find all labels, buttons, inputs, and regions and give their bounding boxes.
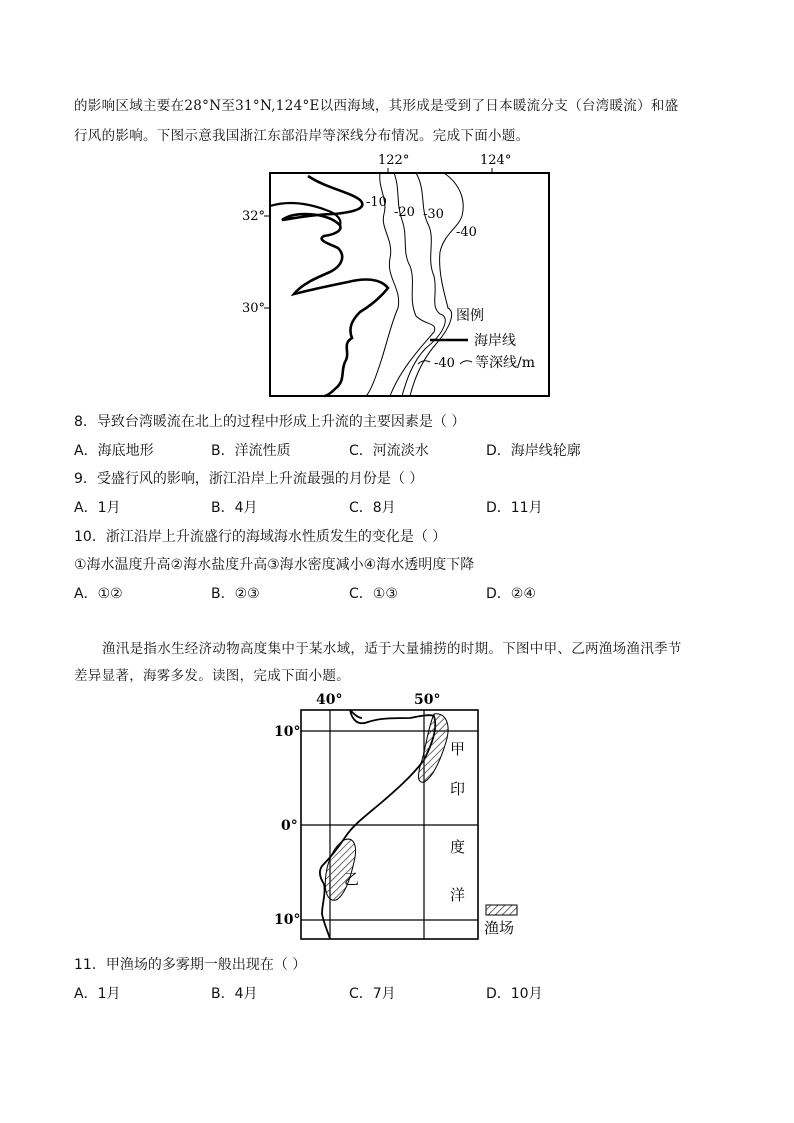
- q8-option-d[interactable]: D．海岸线轮廓: [486, 443, 581, 459]
- legend-coast-label: 海岸线: [474, 333, 516, 349]
- q9-option-b[interactable]: B．4月: [211, 500, 258, 516]
- q9-stem: 9．受盛行风的影响，浙江沿岸上升流最强的月份是（ ）: [74, 471, 424, 487]
- passage1-line1: 的影响区域主要在28°N至31°N,124°E以西海域，其形成是受到了日本暖流分支（台湾暖流）和盛: [74, 98, 679, 114]
- lat-label-32: 32°: [242, 209, 266, 224]
- legend-depth-label: 等深线/m: [475, 355, 535, 371]
- q8-option-a[interactable]: A．海底地形: [74, 443, 154, 459]
- passage1-line2: 行风的影响。下图示意我国浙江东部沿岸等深线分布情况。完成下面小题。: [74, 128, 530, 144]
- q9-option-d[interactable]: D．11月: [486, 500, 543, 516]
- lon-label-40: 40°: [316, 692, 343, 708]
- q10-option-a[interactable]: A．①②: [74, 586, 123, 602]
- q10-option-b[interactable]: B．②③: [211, 586, 260, 602]
- lat-label-30: 30°: [242, 301, 266, 316]
- passage2-line2: 差异显著，海雾多发。读图，完成下面小题。: [74, 668, 350, 684]
- q10-statements: ①海水温度升高②海水盐度升高③海水密度减小④海水透明度下降: [74, 557, 475, 573]
- lat-label-10s: 10°: [274, 912, 301, 928]
- legend-title: 图例: [456, 308, 484, 324]
- lat-label-10n: 10°: [274, 724, 301, 740]
- ocean-char-2: 度: [450, 838, 466, 856]
- label-jia: 甲: [450, 740, 466, 758]
- ocean-char-3: 洋: [450, 886, 466, 904]
- q8-option-c[interactable]: C．河流淡水: [349, 443, 429, 459]
- passage2-line1: 渔汛是指水生经济动物高度集中于某水域，适于大量捕捞的时期。下图中甲、乙两渔场渔汛季节: [102, 641, 682, 657]
- contour-label-40: -40: [456, 225, 477, 240]
- q10-option-c[interactable]: C．①③: [349, 586, 398, 602]
- contour-label-10: -10: [366, 195, 387, 210]
- ocean-char-1: 印: [450, 780, 466, 798]
- q11-stem: 11．甲渔场的多雾期一般出现在（ ）: [74, 957, 307, 973]
- q10-option-d[interactable]: D．②④: [486, 586, 536, 602]
- lat-label-0: 0°: [281, 818, 298, 834]
- contour-label-20: -20: [394, 205, 415, 220]
- q8-stem: 8．导致台湾暖流在北上的过程中形成上升流的主要因素是（ ）: [74, 414, 466, 430]
- q11-option-c[interactable]: C．7月: [349, 986, 396, 1002]
- q9-option-a[interactable]: A．1月: [74, 500, 121, 516]
- lon-label-124: 124°: [480, 153, 512, 168]
- legend-fishing-label: 渔场: [484, 919, 515, 937]
- contour-label-30: -30: [423, 207, 444, 222]
- q10-stem: 10．浙江沿岸上升流盛行的海域海水性质发生的变化是（ ）: [74, 529, 447, 545]
- legend-depth-value: -40: [434, 356, 455, 371]
- east-africa-fishery-map: [262, 688, 532, 942]
- lon-label-122: 122°: [378, 153, 410, 168]
- q11-option-d[interactable]: D．10月: [486, 986, 543, 1002]
- q8-option-b[interactable]: B．洋流性质: [211, 443, 291, 459]
- zhejiang-isobath-map: [230, 148, 560, 400]
- lon-label-50: 50°: [414, 692, 441, 708]
- label-yi: 乙: [344, 870, 360, 888]
- q11-option-b[interactable]: B．4月: [211, 986, 258, 1002]
- q9-option-c[interactable]: C．8月: [349, 500, 396, 516]
- q11-option-a[interactable]: A．1月: [74, 986, 121, 1002]
- legend-fishing-swatch: [486, 905, 517, 915]
